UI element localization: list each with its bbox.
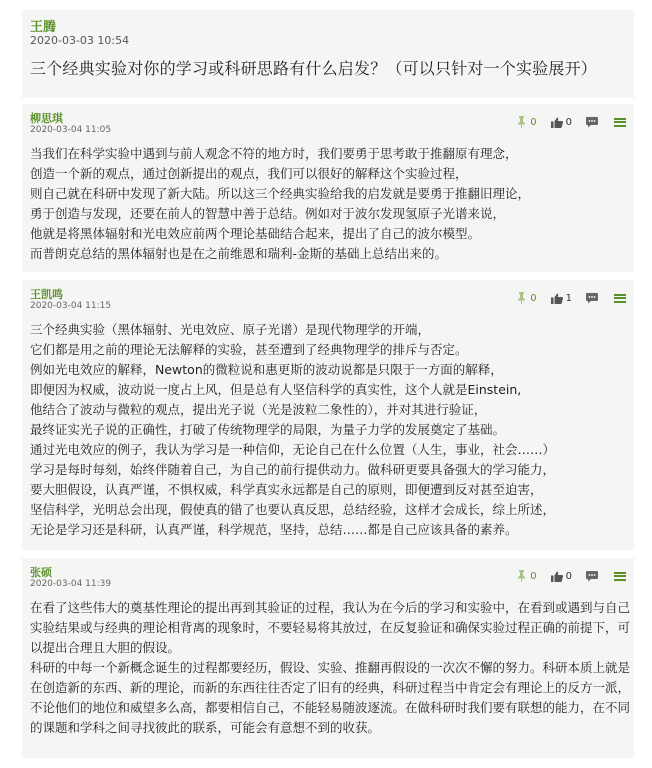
topic-post: [22, 10, 634, 98]
reply-line: 坚信科学，光明总会出现，假使真的错了也要认真反思，总结经验，这样才会成长，综上所述，: [30, 502, 556, 517]
reply-author[interactable]: 张硕: [30, 566, 52, 579]
reply-time: 2020-03-04 11:05: [30, 125, 112, 135]
thumbs-up-icon: [551, 117, 563, 128]
comment-button[interactable]: [586, 293, 598, 304]
menu-icon[interactable]: [614, 118, 626, 127]
like-button[interactable]: [551, 117, 572, 128]
reply-paragraph: 在看了这些伟大的奠基性理论的提出再到其验证的过程，我认为在今后的学习和实验中，在看到或遇到与自己实验结果或与经典的理论相背离的现象时，不要轻易将其放过，在反复验证和确保实验过程正确的前提下，可以提出合理且大胆的假设。: [30, 600, 631, 655]
pin-count: 0: [530, 292, 537, 304]
reply-body: [30, 320, 630, 540]
comment-button[interactable]: [586, 571, 598, 582]
reply-line: 学习是每时每刻，始终伴随着自己，为自己的前行提供动力。做科研更要具备强大的学习能力，: [30, 462, 556, 477]
pin-icon: [516, 292, 527, 304]
reply-line: 它们都是用之前的理论无法解释的实验，甚至遭到了经典物理学的排斥与否定。: [30, 342, 468, 357]
comment-icon: [586, 571, 598, 582]
pin-icon: [516, 116, 527, 128]
reply-line: 勇于创造与发现，还要在前人的智慧中善于总结。例如对于波尔发现氢原子光谱来说，: [30, 206, 506, 221]
thumbs-up-icon: [551, 571, 563, 582]
pin-icon: [516, 570, 527, 582]
pin-count: 0: [530, 116, 537, 128]
pin-button[interactable]: [516, 116, 536, 128]
reply-line: 无论是学习还是科研，认真严谨，科学规范，坚持，总结……都是自己应该具备的素养。: [30, 522, 518, 537]
comment-button[interactable]: [586, 117, 598, 128]
reply-line: 通过光电效应的例子，我认为学习是一种信仰，无论自己在什么位置（人生，事业，社会……）: [30, 442, 556, 457]
reply-line: 例如光电效应的解释，Newton的微粒说和惠更斯的波动说都是只限于一方面的解释，: [30, 362, 503, 377]
reply-author[interactable]: 王凯鸣: [30, 288, 63, 301]
post-author[interactable]: 王腾: [30, 20, 57, 35]
reply-line: 则自己就在科研中发现了新大陆。所以这三个经典实验给我的启发就是要勇于推翻旧理论，: [30, 186, 531, 201]
reply-actions: [502, 290, 626, 306]
reply-line: 他结合了波动与微粒的观点，提出光子说（光是波粒二象性的），并对其进行验证，: [30, 402, 487, 417]
reply-line: 即便因为权威，波动说一度占上风，但是总有人坚信科学的真实性，这个人就是Einstein,: [30, 382, 522, 397]
like-count: 1: [565, 292, 572, 304]
post-title: 三个经典实验对你的学习或科研思路有什么启发？（可以只针对一个实验展开）: [30, 59, 598, 78]
reply-line: 当我们在科学实验中遇到与前人观念不符的地方时，我们要勇于思考敢于推翻原有理念，: [30, 146, 518, 161]
reply-time: 2020-03-04 11:15: [30, 301, 112, 311]
reply-time: 2020-03-04 11:39: [30, 579, 112, 589]
reply-body: [30, 144, 630, 264]
reply-line: 他就是将黑体辐射和光电效应前两个理论基础结合起来，提出了自己的波尔模型。: [30, 226, 481, 241]
like-button[interactable]: [551, 571, 572, 582]
reply-item: [22, 104, 634, 272]
reply-line: 要大胆假设，认真严谨，不惧权威，科学真实永远都是自己的原则，即便遭到反对甚至迫害，: [30, 482, 543, 497]
like-count: 0: [565, 116, 572, 128]
reply-actions: [502, 568, 626, 584]
like-button[interactable]: [551, 293, 572, 304]
menu-icon[interactable]: [614, 294, 626, 303]
comment-icon: [586, 293, 598, 304]
comment-icon: [586, 117, 598, 128]
like-count: 0: [565, 570, 572, 582]
pin-count: 0: [530, 570, 537, 582]
thumbs-up-icon: [551, 293, 563, 304]
reply-line: 最终证实光子说的正确性，打破了传统物理学的局限，为量子力学的发展奠定了基础。: [30, 422, 506, 437]
reply-item: [22, 280, 634, 550]
reply-actions: [502, 114, 626, 130]
reply-paragraph: 科研的中每一个新概念诞生的过程都要经历，假设、实验、推翻再假设的一次次不懈的努力。科研本质上就是在创造新的东西、新的理论，而新的东西往往否定了旧有的经典，科研过程当中肯定会有理论上的反方一派，不论他们的地位和威望多么高，都要相信自己，不能轻易随波逐流。在做科研时我们要有联想的能力，在不同的课题和学科之间寻找彼此的联系，可能会有意想不到的收获。: [30, 660, 631, 735]
pin-button[interactable]: [516, 292, 536, 304]
menu-icon[interactable]: [614, 572, 626, 581]
post-time: 2020-03-03 10:54: [30, 34, 130, 47]
reply-item: [22, 558, 634, 758]
reply-author[interactable]: 柳思琪: [30, 112, 63, 125]
reply-line: 创造一个新的观点，通过创新提出的观点，我们可以很好的解释这个实验过程，: [30, 166, 468, 181]
reply-body: [30, 598, 630, 738]
reply-line: 而普朗克总结的黑体辐射也是在之前维恩和瑞利-金斯的基础上总结出来的。: [30, 246, 448, 261]
pin-button[interactable]: [516, 570, 536, 582]
reply-line: 三个经典实验（黑体辐射、光电效应、原子光谱）是现代物理学的开端，: [30, 322, 431, 337]
